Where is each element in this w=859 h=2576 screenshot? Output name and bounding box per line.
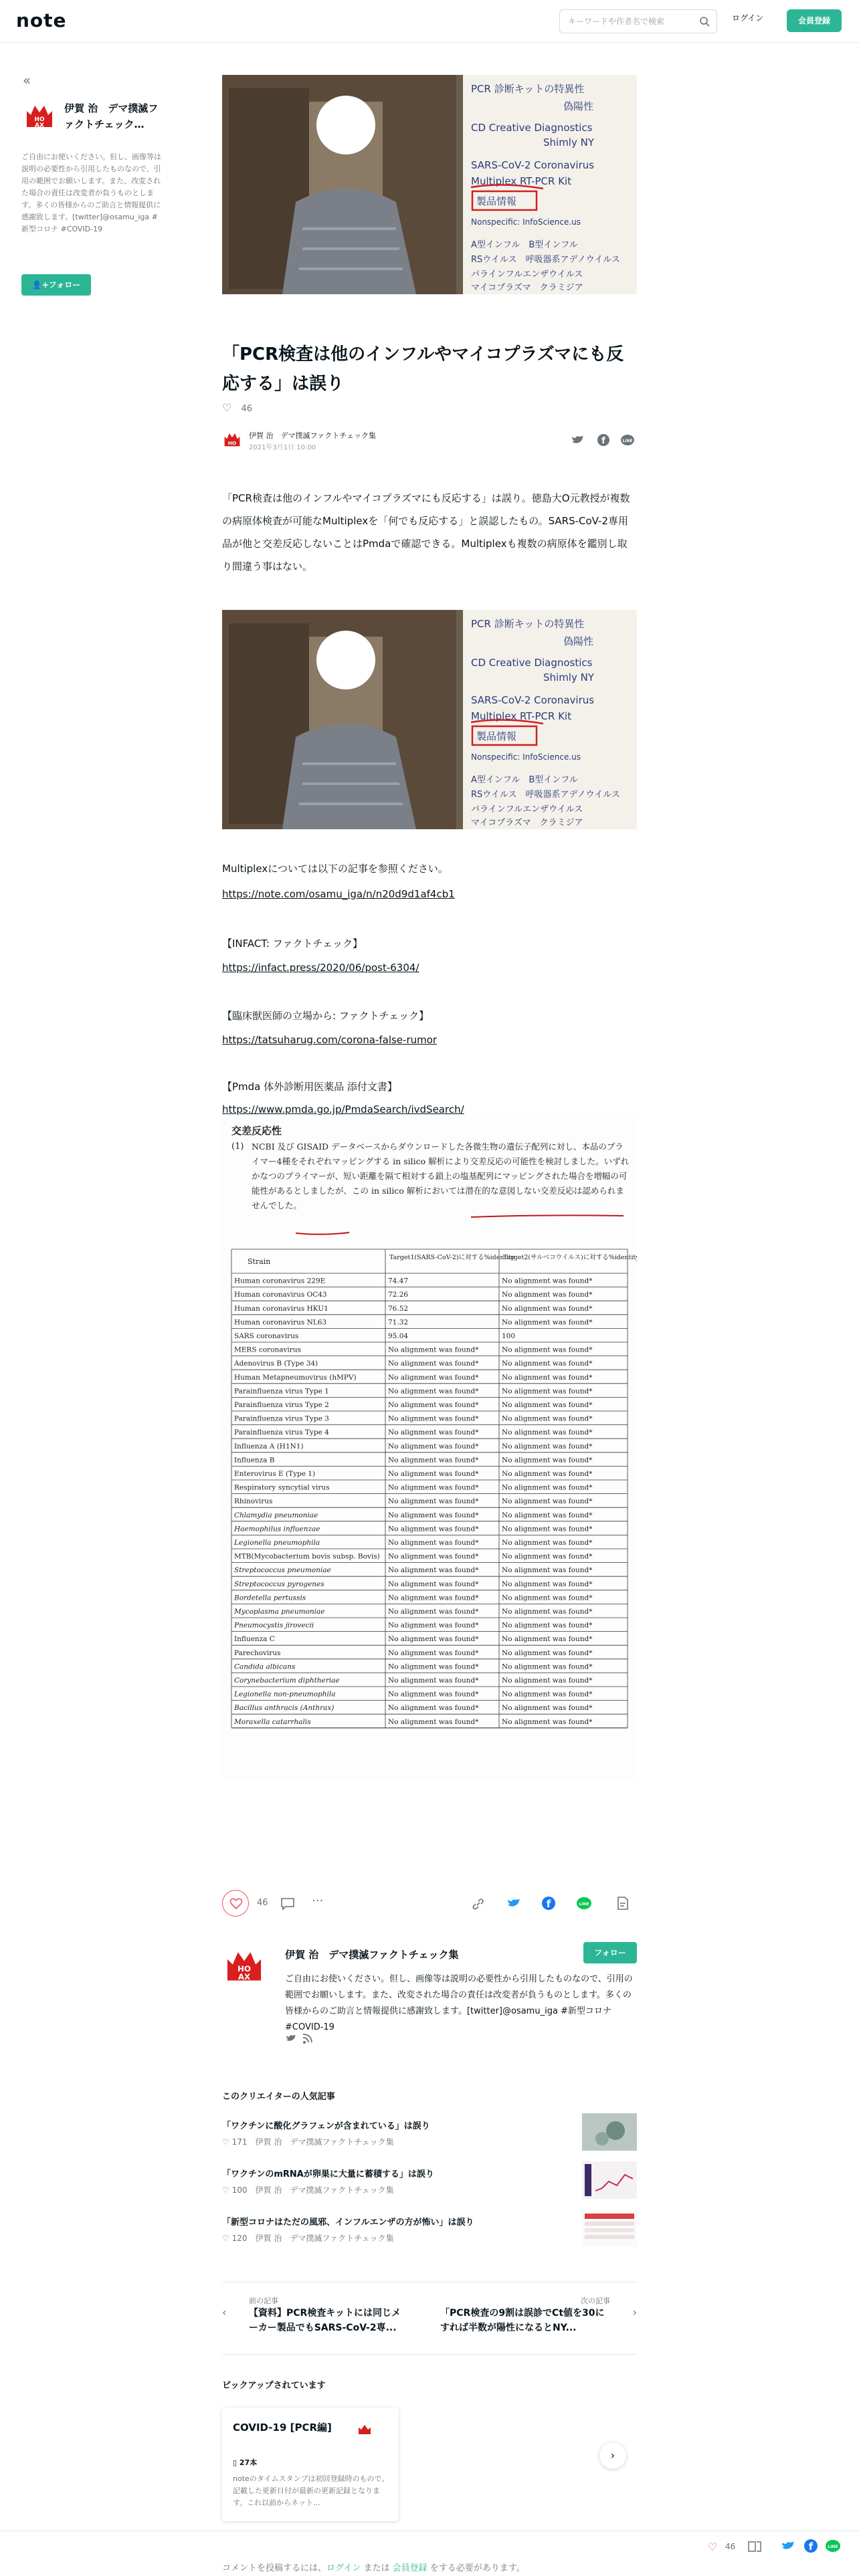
popular-item-author: 伊賀 治 デマ撲滅ファクトチェック集 — [255, 2137, 394, 2147]
table-cell-target1: No alignment was found* — [388, 1525, 479, 1533]
link-icon[interactable] — [471, 1897, 486, 1911]
table-cell-target1: 95.04 — [388, 1332, 409, 1340]
creator-avatar[interactable] — [222, 1942, 266, 1989]
table-cell-strain: Moraxella catarrhalis — [234, 1717, 311, 1726]
photo-line8: Nonspecific: InfoScience.us — [471, 217, 581, 227]
doc-paragraph: NCBI 及び GISAID データベースからダウンロードした各微生物の遺伝子配列に対し、本品のプライマー4種をそれぞれマッピングする in silico 解析により交差反応の可能性を検討しました。いずれかなつのプライマーが、短い距離を隔て相対する鎖上の塩基配列にマッピングされた場合を増幅の可能性があるとしましたが、この in silico 解析においては潜在的な意図しない交差反応は認められませんでした。 — [252, 1142, 630, 1210]
chevron-left-icon[interactable]: ‹ — [222, 2306, 227, 2319]
table-cell-target1: No alignment was found* — [388, 1608, 479, 1616]
table-cell-target2: No alignment was found* — [502, 1401, 593, 1409]
comment-login-note — [222, 2561, 525, 2573]
table-cell-strain: Legionella non-pneumophila — [234, 1690, 336, 1699]
svg-text:f: f — [601, 436, 605, 446]
creator-name[interactable]: 伊賀 治 デマ撲滅ファクトチェック集 — [285, 1949, 459, 1961]
table-cell-strain: Influenza A (H1N1) — [234, 1442, 304, 1451]
picked-heading: ピックアップされています — [222, 2381, 326, 2391]
like-count: 46 — [257, 1898, 268, 1908]
table-cell-target2: No alignment was found* — [502, 1552, 593, 1561]
sidebar-follow-button[interactable]: 👤+フォロー — [21, 274, 91, 296]
photo2-line2: 偽陽性 — [563, 635, 594, 647]
table-cell-target1: No alignment was found* — [388, 1470, 479, 1478]
chevron-right-icon: › — [610, 2449, 615, 2462]
table-cell-target1: No alignment was found* — [388, 1621, 479, 1630]
photo-line2: 偽陽性 — [563, 100, 594, 112]
table-cell-target2: No alignment was found* — [502, 1690, 593, 1699]
next-title[interactable]: 「PCR検査の9割は誤診でCt値を30にすれば半数が陽性になるとNY... — [440, 2308, 605, 2333]
svg-text:HO: HO — [227, 439, 237, 446]
creator-card — [222, 1942, 637, 2062]
article-date: 2021年3月1日 10:00 — [249, 444, 316, 451]
sidebar-description: ご自由にお使いください。但し、画像等は説明の必要性から引用したものなので、引用の範囲でお願いします。また、改変された場合の責任は改変者が負うものとします。多くの皆様からのご助言と情報提供に感謝致します。[twitter]@osamu_iga #新型コロナ #COVID-19 — [21, 152, 161, 233]
multiplex-note: Multiplexについては以下の記事を参照ください。 — [222, 863, 448, 875]
svg-text:AX: AX — [237, 1972, 251, 1982]
table-cell-strain: Bacillus anthracis (Anthrax) — [234, 1704, 335, 1713]
popular-item[interactable] — [222, 2167, 637, 2206]
pmda-document-image — [222, 1118, 637, 1780]
table-cell-target1: No alignment was found* — [388, 1635, 479, 1644]
photo-line1: PCR 診断キットの特異性 — [471, 83, 585, 95]
table-cell-target2: No alignment was found* — [502, 1346, 593, 1354]
table-cell-target2: No alignment was found* — [502, 1539, 593, 1547]
header-photo — [222, 75, 637, 294]
pmda-link[interactable]: https://www.pmda.go.jp/PmdaSearch/ivdSearch/ — [222, 1103, 464, 1115]
table-cell-strain: Parainfluenza virus Type 2 — [234, 1401, 329, 1409]
photo-line3: CD Creative Diagnostics — [471, 122, 593, 134]
table-cell-strain: Parainfluenza virus Type 3 — [234, 1414, 329, 1423]
heart-icon[interactable]: ♡ — [222, 401, 232, 414]
infact-link[interactable]: https://infact.press/2020/06/post-6304/ — [222, 962, 419, 974]
table-cell-target2: No alignment was found* — [502, 1511, 593, 1519]
creator-social-icons — [285, 2033, 314, 2045]
site-header — [0, 0, 859, 43]
table-cell-strain: Parainfluenza virus Type 1 — [234, 1387, 329, 1396]
table-cell-strain: Chlamydia pneumoniae — [234, 1511, 318, 1519]
comment-suffix: をする必要があります。 — [427, 2563, 525, 2573]
comment-or: または — [361, 2563, 393, 2573]
table-cell-target2: No alignment was found* — [502, 1470, 593, 1478]
popular-item[interactable] — [222, 2119, 637, 2157]
line-share-icon[interactable] — [575, 1895, 593, 1911]
table-cell-strain: MTB(Mycobacterium bovis subsp. Bovis) — [234, 1552, 380, 1561]
photo2-line12: マイコプラズマ クラミジア — [471, 818, 583, 828]
table-cell-target2: No alignment was found* — [502, 1414, 593, 1423]
creator-description: ご自由にお使いください。但し、画像等は説明の必要性から引用したものなので、引用の範囲でお願いします。また、改変された場合の責任は改変者が負うものとします。多くの皆様からのご助言と情報提供に感謝致します。[twitter]@osamu_iga #新型コロナ #COVID-19 — [285, 1974, 633, 2032]
pmda-heading: 【Pmda 体外診断用医薬品 添付文書】 — [222, 1081, 397, 1093]
creator-twitter-icon[interactable] — [286, 2035, 296, 2041]
popular-item-author: 伊賀 治 デマ撲滅ファクトチェック集 — [255, 2234, 394, 2243]
svg-text:LINE: LINE — [622, 439, 633, 443]
article-inline-image — [222, 610, 637, 829]
table-cell-target1: 74.47 — [388, 1277, 409, 1285]
next-article[interactable] — [440, 2295, 610, 2335]
twitter-icon[interactable] — [572, 435, 584, 443]
photo2-line5: SARS-CoV-2 Coronavirus — [471, 694, 595, 706]
search-icon[interactable] — [699, 16, 710, 27]
popular-item-thumbnail[interactable] — [582, 2113, 637, 2151]
table-cell-target2: No alignment was found* — [502, 1304, 593, 1313]
photo-line6: Multiplex RT-PCR Kit — [471, 175, 572, 187]
table-cell-target1: No alignment was found* — [388, 1566, 479, 1575]
photo2-line8: Nonspecific: InfoScience.us — [471, 752, 581, 762]
login-button[interactable]: ログイン — [732, 13, 764, 23]
table-cell-target1: No alignment was found* — [388, 1648, 479, 1657]
bottom-bar — [0, 2531, 859, 2576]
infact-heading: 【INFACT: ファクトチェック】 — [222, 938, 363, 950]
rss-icon[interactable] — [303, 2034, 312, 2044]
table-cell-target2: No alignment was found* — [502, 1621, 593, 1630]
magazine-title[interactable]: COVID-19 [PCR編] — [233, 2422, 332, 2434]
svg-text:AX: AX — [35, 122, 44, 129]
popular-heading: このクリエイターの人気記事 — [222, 2092, 335, 2102]
facebook-share-icon[interactable] — [541, 1895, 557, 1911]
twitter-share-icon[interactable] — [506, 1897, 522, 1911]
table-cell-target2: 100 — [502, 1332, 516, 1340]
magazine-card[interactable] — [222, 2407, 399, 2521]
title-like-row — [222, 401, 252, 414]
heart-icon: ♡ — [222, 2234, 232, 2243]
photo-line5: SARS-CoV-2 Coronavirus — [471, 159, 595, 171]
table-cell-target2: No alignment was found* — [502, 1360, 593, 1368]
magazine-count-row — [233, 2457, 257, 2468]
comment-login-link[interactable]: ログイン — [326, 2563, 361, 2573]
table-cell-target1: No alignment was found* — [388, 1677, 479, 1685]
photo-line7: 製品情報 — [476, 195, 517, 207]
svg-text:HO: HO — [237, 1964, 252, 1974]
popular-item-thumbnail[interactable] — [582, 2161, 637, 2199]
popular-item-author: 伊賀 治 デマ撲滅ファクトチェック集 — [255, 2185, 394, 2195]
table-cell-target2: No alignment was found* — [502, 1318, 593, 1327]
table-cell-target2: No alignment was found* — [502, 1442, 593, 1451]
prev-title[interactable]: 【資料】PCR検査キットには同じメーカー製品でもSARS-CoV-2専... — [249, 2308, 401, 2333]
table-cell-target1: No alignment was found* — [388, 1442, 479, 1451]
table-cell-target1: No alignment was found* — [388, 1456, 479, 1465]
table-cell-strain: Pneumocystis jirovecii — [234, 1621, 314, 1630]
table-cell-target2: No alignment was found* — [502, 1594, 593, 1602]
table-cell-strain: Legionella pneumophila — [234, 1539, 320, 1547]
photo2-line3: CD Creative Diagnostics — [471, 657, 593, 669]
table-cell-target2: No alignment was found* — [502, 1428, 593, 1437]
popular-item-title[interactable]: 「ワクチンのmRNAが卵巣に大量に蓄積する」は誤り — [222, 2169, 434, 2179]
note-logo[interactable]: note — [16, 9, 67, 31]
table-cell-target1: No alignment was found* — [388, 1594, 479, 1602]
table-cell-strain: Human coronavirus NL63 — [234, 1318, 327, 1327]
table-cell-target1: No alignment was found* — [388, 1717, 479, 1726]
creator-follow-button[interactable]: フォロー — [583, 1942, 637, 1963]
prev-article[interactable] — [249, 2295, 409, 2335]
facebook-icon[interactable] — [597, 434, 609, 446]
table-cell-target1: No alignment was found* — [388, 1373, 479, 1382]
table-cell-target2: No alignment was found* — [502, 1525, 593, 1533]
note-embed-icon[interactable] — [615, 1895, 630, 1911]
vet-heading: 【臨床獣医師の立場から: ファクトチェック】 — [222, 1010, 430, 1022]
inline-photo — [222, 610, 637, 829]
table-cell-target1: No alignment was found* — [388, 1483, 479, 1492]
table-cell-target1: No alignment was found* — [388, 1360, 479, 1368]
table-cell-target2: No alignment was found* — [502, 1662, 593, 1671]
table-cell-strain: Corynebacterium diphtheriae — [234, 1677, 340, 1685]
table-cell-target1: No alignment was found* — [388, 1414, 479, 1423]
vet-link[interactable]: https://tatsuharug.com/corona-false-rumor — [222, 1034, 438, 1046]
table-header-strain: Strain — [248, 1257, 271, 1266]
heart-icon: ♡ — [222, 2185, 232, 2195]
table-cell-strain: Bordetella pertussis — [234, 1594, 306, 1602]
table-header-target2: Target2(サルベコウイルス)に対する%identity — [503, 1254, 637, 1261]
photo-line12: マイコプラズマ クラミジア — [471, 283, 583, 293]
table-cell-strain: SARS coronavirus — [234, 1332, 299, 1340]
photo2-line9: A型インフル B型インフル — [471, 775, 578, 785]
doc-item-no: (1) — [231, 1142, 244, 1152]
comment-icon[interactable] — [280, 1897, 296, 1911]
table-cell-strain: Influenza B — [234, 1456, 275, 1465]
table-cell-strain: Human coronavirus HKU1 — [234, 1304, 328, 1313]
table-cell-target2: No alignment was found* — [502, 1677, 593, 1685]
table-cell-strain: Adenovirus B (Type 34) — [234, 1360, 318, 1368]
svg-text:HO: HO — [34, 116, 45, 123]
table-cell-strain: Mycoplasma pneumoniae — [234, 1608, 325, 1616]
photo-line11: パラインフルエンザウイルス — [471, 270, 583, 280]
table-cell-strain: Enterovirus E (Type 1) — [234, 1470, 316, 1478]
author-avatar[interactable] — [23, 99, 56, 132]
svg-text:f: f — [808, 2541, 814, 2553]
popular-item[interactable] — [222, 2215, 637, 2254]
table-cell-strain: Parechovirus — [234, 1648, 281, 1657]
table-cell-target1: No alignment was found* — [388, 1552, 479, 1561]
table-cell-strain: Human coronavirus OC43 — [234, 1291, 327, 1299]
svg-text:LINE: LINE — [828, 2545, 838, 2549]
more-icon[interactable]: ··· — [312, 1894, 324, 1908]
table-cell-target1: No alignment was found* — [388, 1497, 479, 1506]
table-cell-target2: No alignment was found* — [502, 1277, 593, 1285]
table-cell-target2: No alignment was found* — [502, 1648, 593, 1657]
popular-item-title[interactable]: 「新型コロナはただの風邪、インフルエンザの方が怖い」は誤り — [222, 2218, 474, 2228]
table-cell-strain: Candida albicans — [234, 1662, 296, 1671]
photo2-line7: 製品情報 — [476, 730, 517, 742]
table-cell-strain: Human coronavirus 229E — [234, 1277, 326, 1285]
table-cell-target1: 76.52 — [388, 1304, 409, 1313]
bottom-heart-icon[interactable]: ♡ — [708, 2541, 718, 2553]
bottom-facebook-icon[interactable] — [803, 2538, 819, 2554]
table-cell-target1: 71.32 — [388, 1318, 409, 1327]
table-cell-strain: Respiratory syncytial virus — [234, 1483, 330, 1492]
table-cell-target2: No alignment was found* — [502, 1635, 593, 1644]
photo2-line1: PCR 診断キットの特異性 — [471, 618, 585, 630]
follow-label: フォロー — [48, 280, 81, 290]
article-lead-paragraph: 「PCR検査は他のインフルやマイコプラズマにも反応する」は誤り。徳島大O元教授が複数の病原体検査が可能なMultiplexを「何でも反応する」と誤認したもの。SARS-CoV-2専用品が他と交差反応しないことはPmdaで確認できる。Multiplexも複数の病原体を鑑別し取り間違う事はない。 — [222, 492, 630, 572]
table-cell-target2: No alignment was found* — [502, 1608, 593, 1616]
bottom-twitter-icon[interactable] — [780, 2539, 796, 2554]
article-header-image — [222, 75, 637, 294]
chevron-right-icon[interactable]: › — [632, 2306, 637, 2319]
table-cell-strain: Influenza C — [234, 1635, 275, 1644]
prev-label: 前の記事 — [249, 2296, 278, 2305]
search-input[interactable] — [560, 10, 687, 33]
comment-register-link[interactable]: 会員登録 — [392, 2563, 427, 2573]
table-cell-target2: No alignment was found* — [502, 1456, 593, 1465]
table-cell-target1: No alignment was found* — [388, 1511, 479, 1519]
magazine-description: noteのタイムスタンプは初回登録時のもので、記載した更新日付が最新の更新記録となります。これ以前からネット... — [233, 2474, 389, 2507]
popular-item-likes: 100 — [231, 2185, 248, 2195]
table-cell-target2: No alignment was found* — [502, 1580, 593, 1588]
collapse-sidebar-icon[interactable]: « — [23, 72, 31, 88]
carousel-next-button[interactable] — [599, 2442, 626, 2469]
popular-item-likes: 120 — [231, 2234, 248, 2243]
magazine-thumbnail — [353, 2421, 376, 2437]
table-cell-strain: Human Metapneumovirus (hMPV) — [234, 1373, 357, 1382]
prev-next-nav — [222, 2291, 637, 2346]
photo2-line11: パラインフルエンザウイルス — [471, 804, 583, 815]
photo2-line6: Multiplex RT-PCR Kit — [471, 710, 572, 722]
multiplex-link[interactable]: https://note.com/osamu_iga/n/n20d9d1af4cb1 — [222, 888, 455, 900]
table-cell-target1: No alignment was found* — [388, 1428, 479, 1437]
photo2-line4: Shimly NY — [543, 671, 595, 683]
photo-line4: Shimly NY — [543, 136, 595, 148]
table-cell-target1: No alignment was found* — [388, 1539, 479, 1547]
heart-icon — [223, 1891, 250, 1917]
table-cell-target1: No alignment was found* — [388, 1401, 479, 1409]
table-cell-target2: No alignment was found* — [502, 1291, 593, 1299]
table-cell-target2: No alignment was found* — [502, 1717, 593, 1726]
photo-line10: RSウイルス 呼吸器系アデノウイルス — [471, 255, 620, 265]
table-cell-strain: Rhinovirus — [234, 1497, 273, 1506]
popular-item-title[interactable]: 「ワクチンに酸化グラフェンが含まれている」は誤り — [222, 2121, 430, 2131]
table-cell-strain: Haemophilus influenzae — [234, 1525, 320, 1533]
table-cell-target1: No alignment was found* — [388, 1580, 479, 1588]
table-cell-target1: 72.26 — [388, 1291, 409, 1299]
article-action-bar — [222, 1889, 637, 1918]
photo2-line10: RSウイルス 呼吸器系アデノウイルス — [471, 790, 620, 800]
table-header-target1: Target1(SARS-CoV-2)に対する%identity — [389, 1254, 515, 1261]
table-cell-target2: No alignment was found* — [502, 1566, 593, 1575]
popular-item-meta — [222, 2184, 394, 2195]
table-cell-target1: No alignment was found* — [388, 1704, 479, 1713]
share-icons — [570, 432, 637, 448]
table-cell-strain: Streptococcus pneumoniae — [234, 1566, 331, 1575]
table-cell-target1: No alignment was found* — [388, 1346, 479, 1354]
bottom-like-count: 46 — [725, 2542, 736, 2551]
table-cell-target2: No alignment was found* — [502, 1387, 593, 1396]
popular-item-likes: 171 — [231, 2137, 248, 2147]
table-cell-target1: No alignment was found* — [388, 1662, 479, 1671]
register-button[interactable]: 会員登録 — [787, 9, 842, 32]
next-label: 次の記事 — [581, 2296, 610, 2305]
article-title: 「PCR検査は他のインフルやマイコプラズマにも反応する」は誤り — [222, 344, 624, 394]
table-cell-target2: No alignment was found* — [502, 1373, 593, 1382]
photo-line9: A型インフル B型インフル — [471, 240, 578, 250]
table-cell-target2: No alignment was found* — [502, 1704, 593, 1713]
pmda-document-svg — [222, 1118, 637, 1780]
title-like-count: 46 — [241, 404, 253, 414]
table-cell-target1: No alignment was found* — [388, 1690, 479, 1699]
heart-icon: ♡ — [222, 2137, 232, 2147]
bottom-line-icon[interactable] — [824, 2538, 842, 2554]
magazine-count: 27本 — [239, 2458, 258, 2467]
comment-prefix: コメントを投稿するには、 — [222, 2563, 327, 2573]
like-button[interactable] — [222, 1890, 249, 1917]
svg-text:LINE: LINE — [579, 1902, 589, 1907]
sidebar-author-name[interactable]: 伊賀 治 デマ撲滅ファクトチェック… — [64, 102, 159, 130]
author-mini-avatar[interactable] — [222, 429, 242, 449]
table-cell-target2: No alignment was found* — [502, 1497, 593, 1506]
popular-item-thumbnail[interactable] — [582, 2210, 637, 2247]
line-icon[interactable] — [621, 435, 634, 445]
table-cell-target1: No alignment was found* — [388, 1387, 479, 1396]
article-author-name[interactable]: 伊賀 治 デマ撲滅ファクトチェック集 — [249, 431, 376, 440]
author-row — [222, 427, 637, 453]
divider — [222, 2354, 637, 2355]
svg-text:f: f — [546, 1898, 551, 1910]
table-cell-strain: Parainfluenza virus Type 4 — [234, 1428, 329, 1437]
book-icon: ▯ — [233, 2458, 240, 2467]
magazine-add-icon[interactable] — [747, 2539, 763, 2554]
doc-section-title: 交差反応性 — [231, 1125, 282, 1137]
popular-item-meta — [222, 2136, 394, 2147]
search-box[interactable] — [559, 9, 717, 33]
table-cell-strain: Streptococcus pyrogenes — [234, 1580, 324, 1588]
table-cell-strain: MERS coronavirus — [234, 1346, 301, 1354]
doc-paragraph-wrap — [252, 1140, 630, 1240]
table-cell-target2: No alignment was found* — [502, 1483, 593, 1492]
popular-item-meta — [222, 2232, 394, 2244]
